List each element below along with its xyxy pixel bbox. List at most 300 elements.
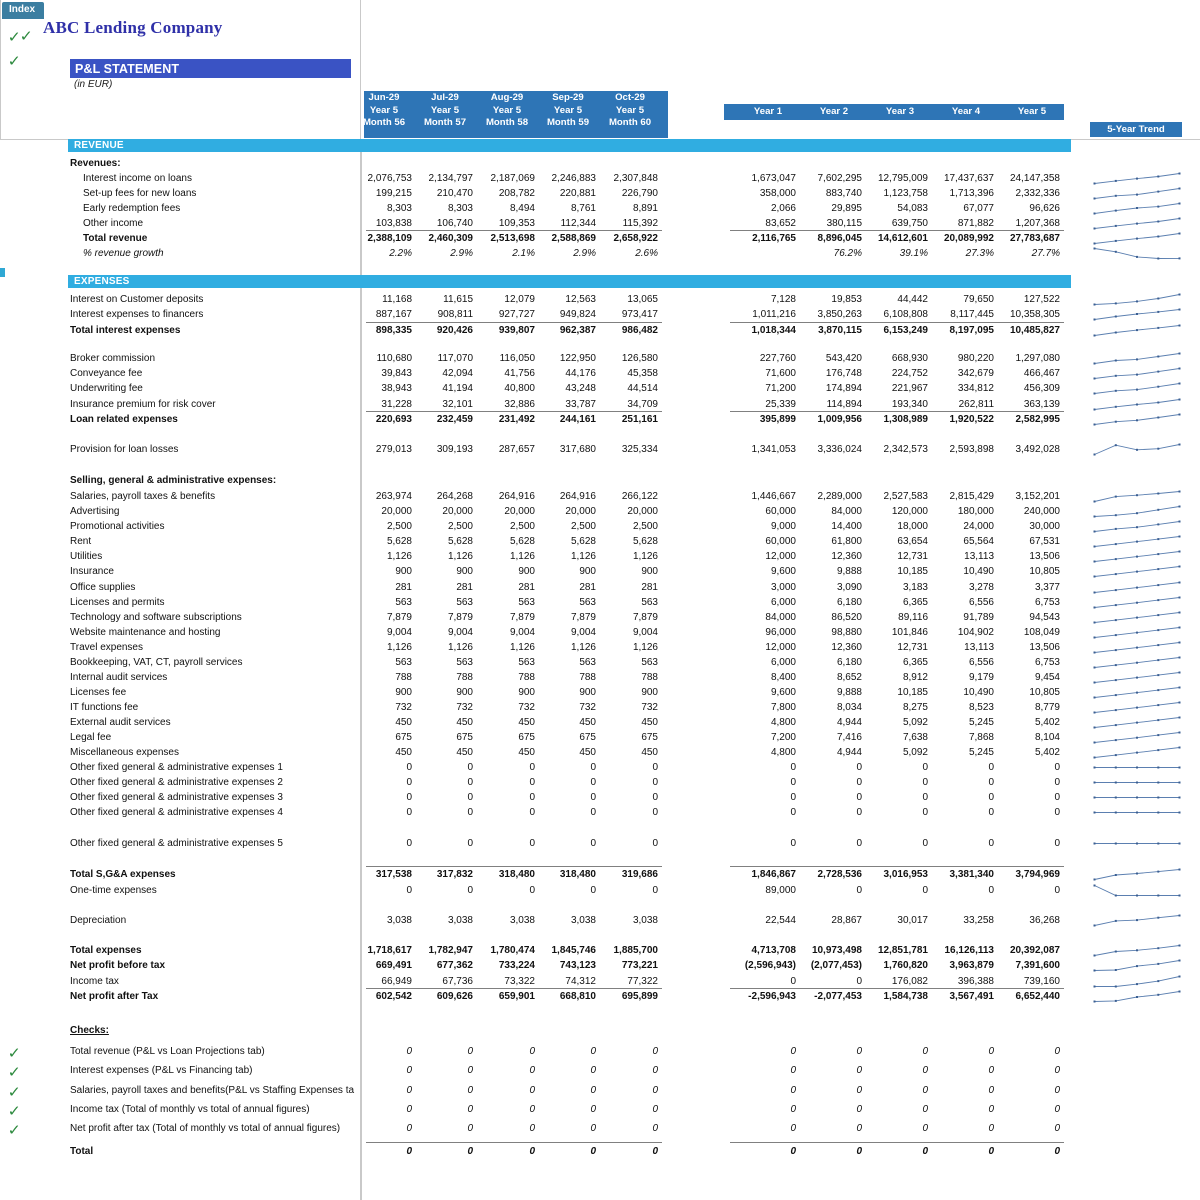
cell-monthly-3[interactable]: 12,079 [504,294,535,305]
cell-monthly-4[interactable]: 9,004 [570,627,596,638]
check-cell-monthly-5[interactable]: 0 [652,1123,658,1135]
cell-annual-3[interactable]: 1,308,989 [883,414,928,425]
cell-monthly-1[interactable]: 3,038 [386,915,412,926]
cell-annual-5[interactable]: 10,805 [1029,566,1060,577]
cell-annual-1[interactable]: 1,341,053 [751,444,796,455]
cell-monthly-5[interactable]: 900 [641,566,658,577]
check-cell-annual-3[interactable]: 0 [922,1065,928,1077]
cell-annual-3[interactable]: 6,153,249 [883,325,928,336]
check-cell-annual-3[interactable]: 0 [922,1046,928,1057]
cell-annual-3[interactable]: 12,795,009 [877,173,928,184]
cell-annual-3[interactable]: 0 [922,807,928,818]
cell-annual-4[interactable]: 27.3% [965,248,994,259]
cell-annual-2[interactable]: 28,867 [831,915,862,926]
cell-annual-1[interactable]: 7,128 [770,294,796,305]
cell-annual-3[interactable]: 63,654 [897,536,928,547]
cell-annual-1[interactable]: 1,446,667 [751,491,796,502]
cell-monthly-5[interactable]: 0 [652,762,658,773]
cell-annual-2[interactable]: 12,360 [831,551,862,562]
cell-annual-5[interactable]: 739,160 [1023,976,1060,987]
cell-annual-4[interactable]: 180,000 [957,506,994,517]
cell-annual-1[interactable]: 0 [790,807,796,818]
cell-annual-3[interactable]: 639,750 [891,218,928,229]
cell-monthly-4[interactable]: 1,845,746 [551,945,596,956]
cell-monthly-3[interactable]: 900 [518,687,535,698]
cell-annual-4[interactable]: 8,523 [968,702,994,713]
annual-header-col-2[interactable]: Year 2 [819,106,849,117]
cell-annual-1[interactable]: 71,600 [765,368,796,379]
cell-monthly-3[interactable]: 563 [518,597,535,608]
cell-monthly-2[interactable]: 117,070 [437,353,473,364]
cell-annual-5[interactable]: 13,506 [1029,551,1060,562]
cell-monthly-4[interactable]: 949,824 [559,309,596,320]
cell-annual-5[interactable]: 240,000 [1023,506,1060,517]
check-cell-monthly-1[interactable]: 0 [406,1046,412,1057]
cell-annual-2[interactable]: 6,180 [836,657,862,668]
cell-annual-1[interactable]: 12,000 [765,642,796,653]
cell-annual-5[interactable]: 24,147,358 [1009,173,1060,184]
cell-monthly-2[interactable]: 2,500 [447,521,473,532]
cell-annual-1[interactable]: 2,116,765 [752,233,796,244]
cell-annual-1[interactable]: 84,000 [765,612,796,623]
check-cell-monthly-2[interactable]: 0 [467,1046,473,1057]
cell-monthly-2[interactable]: 32,101 [442,399,473,410]
cell-monthly-3[interactable]: 109,353 [498,218,535,229]
check-cell-annual-4[interactable]: 0 [988,1084,994,1096]
cell-monthly-1[interactable]: 110,680 [376,353,412,364]
check-cell-monthly-2[interactable]: 0 [467,1103,473,1115]
check-cell-monthly-4[interactable]: 0 [590,1046,596,1057]
cell-monthly-1[interactable]: 31,228 [381,399,412,410]
cell-annual-1[interactable]: 3,000 [770,582,796,593]
cell-annual-5[interactable]: 27,783,687 [1009,233,1060,244]
cell-annual-1[interactable]: 1,011,216 [752,309,796,320]
cell-monthly-3[interactable]: 231,492 [498,414,535,425]
cell-monthly-5[interactable]: 0 [652,807,658,818]
check-cell-monthly-3[interactable]: 0 [529,1084,535,1096]
cell-monthly-3[interactable]: 1,780,474 [490,945,535,956]
check-cell-annual-5[interactable]: 0 [1054,1123,1060,1135]
check-cell-annual-3[interactable]: 0 [922,1084,928,1096]
check-cell-annual-5[interactable]: 0 [1054,1103,1060,1115]
cell-monthly-3[interactable]: 0 [529,792,535,803]
cell-annual-4[interactable]: 24,000 [963,521,994,532]
cell-annual-2[interactable]: 0 [856,807,862,818]
cell-monthly-5[interactable]: 2.6% [635,248,658,259]
cell-annual-2[interactable]: 0 [856,885,862,896]
cell-monthly-2[interactable]: 1,782,947 [428,945,473,956]
cell-annual-4[interactable]: 5,245 [968,747,994,758]
checks-total-monthly-1[interactable]: 0 [406,1145,412,1157]
cell-monthly-5[interactable]: 2,307,848 [613,173,658,184]
cell-monthly-1[interactable]: 220,693 [375,414,412,425]
cell-monthly-1[interactable]: 2.2% [389,248,412,259]
cell-monthly-2[interactable]: 3,038 [447,915,473,926]
cell-annual-1[interactable]: 0 [790,792,796,803]
cell-annual-1[interactable]: 25,339 [765,399,796,410]
cell-monthly-5[interactable]: 281 [641,582,658,593]
cell-annual-2[interactable]: 174,894 [825,383,862,394]
cell-monthly-3[interactable]: 0 [529,807,535,818]
cell-monthly-5[interactable]: 563 [641,597,658,608]
check-cell-monthly-4[interactable]: 0 [590,1065,596,1077]
cell-annual-5[interactable]: 108,049 [1023,627,1060,638]
cell-annual-2[interactable]: 543,420 [825,353,862,364]
cell-monthly-2[interactable]: 42,094 [442,368,473,379]
cell-monthly-4[interactable]: 563 [579,597,596,608]
cell-monthly-3[interactable]: 40,800 [504,383,535,394]
check-cell-monthly-1[interactable]: 0 [406,1084,412,1096]
cell-annual-5[interactable]: 127,522 [1023,294,1060,305]
cell-annual-4[interactable]: 79,650 [963,294,994,305]
cell-monthly-2[interactable]: 1,126 [447,551,473,562]
cell-annual-3[interactable]: 224,752 [891,368,928,379]
cell-monthly-1[interactable]: 9,004 [386,627,412,638]
cell-annual-4[interactable]: 33,258 [963,915,994,926]
cell-annual-5[interactable]: 10,805 [1029,687,1060,698]
cell-monthly-4[interactable]: 0 [590,792,596,803]
checks-total-monthly-5[interactable]: 0 [652,1145,658,1157]
cell-annual-3[interactable]: 101,846 [891,627,928,638]
cell-annual-3[interactable]: 6,108,808 [883,309,928,320]
cell-annual-4[interactable]: 262,811 [958,399,994,410]
cell-monthly-2[interactable]: 8,303 [447,203,473,214]
cell-annual-4[interactable]: 91,789 [963,612,994,623]
cell-annual-3[interactable]: 221,967 [891,383,928,394]
cell-monthly-3[interactable]: 563 [518,657,535,668]
cell-monthly-3[interactable]: 41,756 [504,368,535,379]
check-cell-annual-2[interactable]: 0 [856,1103,862,1115]
cell-annual-1[interactable]: 4,713,708 [751,945,796,956]
cell-annual-2[interactable]: 3,850,263 [817,309,862,320]
cell-monthly-4[interactable]: 122,950 [559,353,596,364]
cell-annual-5[interactable]: 0 [1054,792,1060,803]
cell-monthly-4[interactable]: 962,387 [559,325,596,336]
cell-monthly-2[interactable]: 908,811 [437,309,473,320]
cell-annual-2[interactable]: 8,652 [836,672,862,683]
cell-annual-4[interactable]: 3,567,491 [949,991,994,1002]
cell-annual-2[interactable]: 7,602,295 [817,173,862,184]
cell-annual-4[interactable]: 3,278 [968,582,994,593]
cell-annual-5[interactable]: 1,297,080 [1015,353,1060,364]
cell-monthly-5[interactable]: 788 [641,672,658,683]
monthly-header-col-3[interactable] [477,92,537,130]
cell-monthly-5[interactable]: 973,417 [621,309,658,320]
check-cell-monthly-1[interactable]: 0 [406,1103,412,1115]
cell-annual-4[interactable]: 20,089,992 [943,233,994,244]
cell-annual-4[interactable]: 8,197,095 [949,325,994,336]
check-cell-monthly-3[interactable]: 0 [529,1103,535,1115]
cell-annual-2[interactable]: 84,000 [831,506,862,517]
cell-annual-5[interactable]: 5,402 [1034,717,1060,728]
check-cell-monthly-5[interactable]: 0 [652,1103,658,1115]
check-cell-annual-5[interactable]: 0 [1054,1084,1060,1096]
cell-monthly-4[interactable]: 450 [579,717,596,728]
cell-annual-2[interactable]: 2,289,000 [817,491,862,502]
annual-header-col-3[interactable]: Year 3 [885,106,915,117]
cell-monthly-4[interactable]: 7,879 [570,612,596,623]
cell-annual-5[interactable]: 8,779 [1034,702,1060,713]
cell-monthly-1[interactable]: 66,949 [381,976,412,987]
cell-annual-3[interactable]: 44,442 [897,294,928,305]
cell-monthly-5[interactable]: 986,482 [621,325,658,336]
cell-annual-2[interactable]: 29,895 [831,203,862,214]
cell-monthly-5[interactable]: 34,709 [627,399,658,410]
cell-annual-3[interactable]: 14,612,601 [877,233,928,244]
checks-total-annual-1[interactable]: 0 [790,1145,796,1157]
cell-annual-2[interactable]: 380,115 [826,218,862,229]
cell-annual-2[interactable]: 6,180 [836,597,862,608]
cell-annual-3[interactable]: 5,092 [902,717,928,728]
cell-monthly-3[interactable]: 73,322 [504,976,535,987]
check-cell-annual-2[interactable]: 0 [856,1065,862,1077]
cell-monthly-5[interactable]: 9,004 [632,627,658,638]
cell-annual-2[interactable]: 2,728,536 [817,869,862,880]
cell-annual-3[interactable]: 6,365 [902,597,928,608]
cell-annual-2[interactable]: 0 [856,792,862,803]
cell-annual-3[interactable]: 193,340 [891,399,928,410]
cell-annual-1[interactable]: 6,000 [770,597,796,608]
cell-monthly-1[interactable]: 732 [395,702,412,713]
cell-monthly-5[interactable]: 8,891 [632,203,658,214]
cell-annual-2[interactable]: 0 [856,838,862,849]
cell-monthly-5[interactable]: 0 [652,838,658,849]
checks-total-monthly-3[interactable]: 0 [529,1145,535,1157]
cell-annual-5[interactable]: 3,794,969 [1015,869,1060,880]
cell-monthly-5[interactable]: 319,686 [621,869,658,880]
cell-annual-5[interactable]: 3,492,028 [1015,444,1060,455]
cell-annual-3[interactable]: 1,760,820 [883,960,928,971]
cell-annual-1[interactable]: 395,899 [759,414,796,425]
cell-monthly-5[interactable]: 900 [641,687,658,698]
cell-annual-4[interactable]: 871,882 [957,218,994,229]
cell-annual-3[interactable]: 54,083 [897,203,928,214]
cell-annual-5[interactable]: 1,207,368 [1015,218,1060,229]
cell-annual-2[interactable]: 8,034 [836,702,862,713]
cell-monthly-2[interactable]: 106,740 [436,218,473,229]
cell-annual-4[interactable]: 5,245 [968,717,994,728]
cell-annual-4[interactable]: 0 [988,792,994,803]
cell-monthly-3[interactable]: 264,916 [498,491,535,502]
cell-monthly-1[interactable]: 602,542 [375,991,412,1002]
cell-monthly-4[interactable]: 44,176 [565,368,596,379]
cell-annual-3[interactable]: 7,638 [902,732,928,743]
cell-monthly-4[interactable]: 244,161 [559,414,596,425]
cell-monthly-5[interactable]: 1,126 [632,642,658,653]
check-cell-annual-4[interactable]: 0 [988,1123,994,1135]
check-cell-annual-2[interactable]: 0 [856,1123,862,1135]
cell-annual-4[interactable]: 6,556 [968,597,994,608]
cell-annual-3[interactable]: 668,930 [891,353,928,364]
cell-monthly-5[interactable]: 44,514 [627,383,658,394]
cell-monthly-5[interactable]: 773,221 [621,960,658,971]
cell-annual-2[interactable]: 114,894 [826,399,862,410]
cell-annual-3[interactable]: 12,851,781 [877,945,928,956]
cell-annual-1[interactable]: 0 [790,976,796,987]
cell-annual-3[interactable]: 0 [922,838,928,849]
cell-annual-5[interactable]: 36,268 [1029,915,1060,926]
cell-monthly-1[interactable]: 669,491 [375,960,412,971]
cell-annual-1[interactable]: 22,544 [765,915,796,926]
cell-monthly-1[interactable]: 199,215 [375,188,412,199]
check-cell-annual-1[interactable]: 0 [790,1046,796,1057]
cell-monthly-3[interactable]: 0 [529,838,535,849]
cell-monthly-1[interactable]: 0 [406,885,412,896]
cell-monthly-2[interactable]: 281 [456,582,473,593]
cell-monthly-2[interactable]: 7,879 [447,612,473,623]
cell-annual-4[interactable]: 1,713,396 [949,188,994,199]
cell-annual-4[interactable]: 980,220 [957,353,994,364]
cell-annual-4[interactable]: 3,381,340 [949,869,994,880]
cell-monthly-1[interactable]: 8,303 [386,203,412,214]
cell-annual-2[interactable]: 9,888 [836,687,862,698]
check-cell-monthly-5[interactable]: 0 [652,1065,658,1077]
cell-monthly-5[interactable]: 2,658,922 [613,233,658,244]
check-cell-monthly-4[interactable]: 0 [590,1123,596,1135]
cell-annual-1[interactable]: 0 [790,838,796,849]
cell-annual-4[interactable]: 0 [988,777,994,788]
cell-monthly-5[interactable]: 226,790 [621,188,658,199]
checks-total-annual-3[interactable]: 0 [922,1145,928,1157]
cell-annual-2[interactable]: 8,896,045 [817,233,862,244]
cell-annual-4[interactable]: 0 [988,762,994,773]
cell-monthly-4[interactable]: 0 [590,777,596,788]
cell-monthly-3[interactable]: 2.1% [512,248,535,259]
cell-monthly-4[interactable]: 318,480 [559,869,596,880]
cell-annual-1[interactable]: 358,000 [759,188,796,199]
check-cell-annual-2[interactable]: 0 [856,1046,862,1057]
cell-annual-3[interactable]: 120,000 [891,506,928,517]
cell-monthly-4[interactable]: 8,761 [570,203,596,214]
cell-monthly-1[interactable]: 1,126 [386,551,412,562]
index-tab-button[interactable]: Index [2,2,44,19]
cell-annual-2[interactable]: 7,416 [836,732,862,743]
cell-monthly-3[interactable]: 9,004 [509,627,535,638]
cell-annual-5[interactable]: 0 [1054,838,1060,849]
cell-annual-5[interactable]: 27.7% [1031,248,1060,259]
cell-annual-4[interactable]: 1,920,522 [949,414,994,425]
cell-annual-4[interactable]: 67,077 [963,203,994,214]
cell-monthly-1[interactable]: 103,838 [375,218,412,229]
check-cell-annual-3[interactable]: 0 [922,1103,928,1115]
cell-monthly-5[interactable]: 0 [652,777,658,788]
cell-monthly-4[interactable]: 450 [579,747,596,758]
cell-annual-5[interactable]: 2,332,336 [1015,188,1060,199]
cell-monthly-2[interactable]: 450 [456,747,473,758]
cell-annual-5[interactable]: 0 [1054,807,1060,818]
cell-monthly-3[interactable]: 20,000 [504,506,535,517]
cell-monthly-5[interactable]: 1,126 [632,551,658,562]
cell-annual-3[interactable]: 39.1% [899,248,928,259]
check-cell-monthly-1[interactable]: 0 [406,1065,412,1077]
cell-annual-4[interactable]: 13,113 [964,551,994,562]
cell-annual-2[interactable]: 3,336,024 [817,444,862,455]
cell-monthly-1[interactable]: 788 [395,672,412,683]
cell-monthly-1[interactable]: 0 [406,807,412,818]
cell-monthly-3[interactable]: 2,187,069 [490,173,535,184]
cell-annual-1[interactable]: 12,000 [765,551,796,562]
cell-annual-4[interactable]: 2,815,429 [949,491,994,502]
cell-monthly-5[interactable]: 266,122 [621,491,658,502]
check-cell-annual-4[interactable]: 0 [988,1065,994,1077]
cell-monthly-5[interactable]: 450 [641,747,658,758]
cell-monthly-2[interactable]: 677,362 [436,960,473,971]
check-cell-monthly-3[interactable]: 0 [529,1046,535,1057]
cell-annual-1[interactable]: -2,596,943 [748,991,796,1002]
cell-monthly-4[interactable]: 43,248 [565,383,596,394]
cell-monthly-1[interactable]: 0 [406,762,412,773]
cell-monthly-2[interactable]: 450 [456,717,473,728]
cell-monthly-2[interactable]: 0 [467,792,473,803]
cell-monthly-2[interactable]: 563 [456,597,473,608]
cell-monthly-4[interactable]: 900 [579,687,596,698]
cell-monthly-2[interactable]: 900 [456,687,473,698]
cell-monthly-3[interactable]: 287,657 [498,444,535,455]
check-cell-annual-5[interactable]: 0 [1054,1065,1060,1077]
cell-annual-1[interactable]: 9,600 [770,687,796,698]
cell-monthly-1[interactable]: 2,388,109 [367,233,412,244]
cell-annual-5[interactable]: 8,104 [1034,732,1060,743]
cell-monthly-5[interactable]: 3,038 [632,915,658,926]
cell-monthly-1[interactable]: 0 [406,777,412,788]
cell-monthly-1[interactable]: 887,167 [375,309,412,320]
cell-annual-4[interactable]: 10,490 [963,687,994,698]
cell-monthly-2[interactable]: 0 [467,777,473,788]
cell-monthly-1[interactable]: 317,538 [375,869,412,880]
cell-monthly-1[interactable]: 2,500 [386,521,412,532]
cell-monthly-3[interactable]: 3,038 [509,915,535,926]
cell-monthly-1[interactable]: 1,718,617 [367,945,412,956]
annual-header-col-4[interactable]: Year 4 [951,106,981,117]
cell-annual-1[interactable]: 4,800 [770,747,796,758]
check-cell-monthly-5[interactable]: 0 [652,1046,658,1057]
check-cell-annual-4[interactable]: 0 [988,1046,994,1057]
cell-annual-3[interactable]: 10,185 [897,566,928,577]
cell-annual-2[interactable]: 3,870,115 [818,325,862,336]
cell-monthly-5[interactable]: 77,322 [627,976,658,987]
cell-annual-5[interactable]: 0 [1054,762,1060,773]
cell-annual-4[interactable]: 65,564 [963,536,994,547]
monthly-header-col-1[interactable] [354,92,414,130]
cell-monthly-2[interactable]: 11,615 [443,294,473,305]
cell-annual-3[interactable]: 8,275 [902,702,928,713]
cell-annual-4[interactable]: 7,868 [968,732,994,743]
cell-annual-4[interactable]: 0 [988,807,994,818]
cell-monthly-4[interactable]: 317,680 [559,444,596,455]
cell-annual-2[interactable]: 0 [856,762,862,773]
cell-monthly-5[interactable]: 732 [641,702,658,713]
cell-monthly-3[interactable]: 0 [529,777,535,788]
cell-monthly-3[interactable]: 900 [518,566,535,577]
cell-monthly-3[interactable]: 7,879 [509,612,535,623]
cell-monthly-4[interactable]: 732 [579,702,596,713]
cell-monthly-3[interactable]: 2,500 [509,521,535,532]
cell-annual-1[interactable]: 1,673,047 [751,173,796,184]
cell-annual-1[interactable]: 60,000 [765,506,796,517]
cell-monthly-5[interactable]: 1,885,700 [613,945,658,956]
cell-monthly-3[interactable]: 939,807 [498,325,535,336]
cell-monthly-5[interactable]: 126,580 [621,353,658,364]
cell-monthly-5[interactable]: 20,000 [627,506,658,517]
cell-monthly-3[interactable]: 318,480 [498,869,535,880]
check-cell-monthly-4[interactable]: 0 [590,1103,596,1115]
cell-monthly-2[interactable]: 675 [456,732,473,743]
cell-annual-3[interactable]: 1,123,758 [883,188,928,199]
cell-monthly-2[interactable]: 900 [456,566,473,577]
cell-monthly-4[interactable]: 264,916 [559,491,596,502]
cell-annual-3[interactable]: 2,527,583 [883,491,928,502]
cell-monthly-2[interactable]: 1,126 [447,642,473,653]
